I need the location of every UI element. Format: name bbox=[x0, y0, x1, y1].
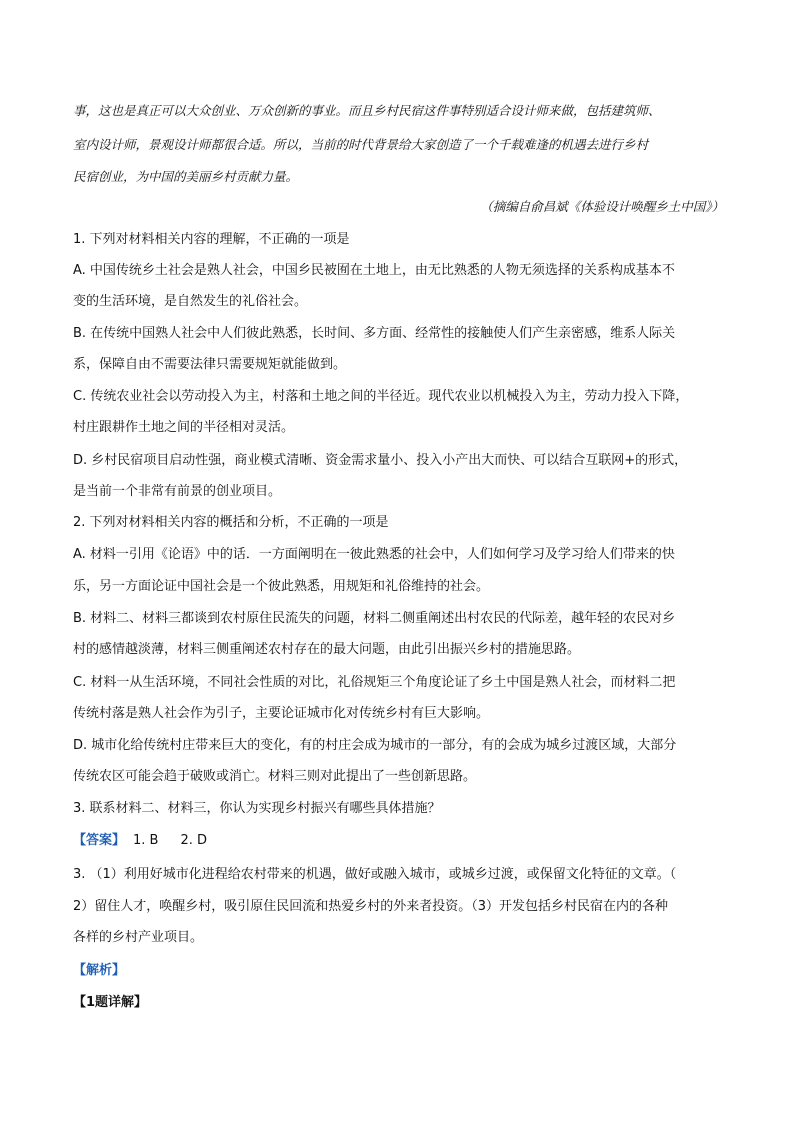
analysis-label: 【解析】 bbox=[73, 963, 126, 978]
detail-label: 【1题详解】 bbox=[73, 995, 148, 1010]
answer-2: 2. D bbox=[180, 833, 208, 848]
question-2-option-d-line-2: 传统农区可能会趋于破败或消亡。材料三则对此提出了一些创新思路。 bbox=[73, 769, 477, 784]
question-1-option-d-line-1: D. 乡村民宿项目启动性强，商业模式清晰、资金需求量小、投入小产出大而快、可以结合互联网+的形式， bbox=[73, 453, 688, 468]
question-1-option-d-line-2: 是当前一个非常有前景的创业项目。 bbox=[73, 484, 282, 499]
question-2-option-c-line-2: 传统村落是熟人社会作为引子，主要论证城市化对传统乡村有巨大影响。 bbox=[73, 706, 490, 721]
question-2-option-b-line-1: B. 材料二、材料三都谈到农村原住民流失的问题，材料二侧重阐述出村农民的代际差，越年轻的农民对乡 bbox=[73, 611, 676, 626]
passage-line-2: 室内设计师，景观设计师都很合适。所以，当前的时代背景给大家创造了一个千载难逢的机遇去进行乡村 bbox=[73, 137, 649, 152]
answer-3-line-1: 3. （1）利用好城市化进程给农村带来的机遇，做好或融入城市，或城乡过渡，或保留文化特征的文章。（ bbox=[73, 867, 677, 882]
question-1-option-a-line-1: A. 中国传统乡土社会是熟人社会，中国乡民被囿在土地上，由无比熟悉的人物无须选择的关系构成基本不 bbox=[73, 263, 675, 278]
question-3-stem: 3. 联系材料二、材料三，你认为实现乡村振兴有哪些具体措施？ bbox=[73, 801, 441, 816]
question-1-option-b-line-2: 系，保障自由不需要法律只需要规矩就能做到。 bbox=[73, 357, 347, 372]
question-2-option-c-line-1: C. 材料一从生活环境，不同社会性质的对比，礼俗规矩三个角度论证了乡土中国是熟人社会，而材料二把 bbox=[73, 675, 676, 690]
answer-label: 【答案】 bbox=[73, 833, 126, 848]
question-2-option-d-line-1: D. 城市化给传统村庄带来巨大的变化，有的村庄会成为城市的一部分，有的会成为城乡过渡区域，大部分 bbox=[73, 738, 677, 753]
question-2-stem: 2. 下列对材料相关内容的概括和分析，不正确的一项是 bbox=[73, 515, 389, 530]
question-1-option-c-line-1: C. 传统农业社会以劳动投入为主，村落和土地之间的半径近。现代农业以机械投入为主，劳动力投入下降， bbox=[73, 389, 689, 404]
question-2-option-a-line-1: A. 材料一引用《论语》中的话．一方面阐明在一彼此熟悉的社会中，人们如何学习及学习给人们带来的快 bbox=[73, 547, 675, 562]
answer-3-line-3: 各样的乡村产业项目。 bbox=[73, 930, 204, 945]
question-1-option-b-line-1: B. 在传统中国熟人社会中人们彼此熟悉，长时间、多方面、经常性的接触使人们产生亲密感，维系人际关 bbox=[73, 326, 676, 341]
answer-1: 1. B bbox=[133, 833, 159, 848]
question-1-stem: 1. 下列对材料相关内容的理解，不正确的一项是 bbox=[73, 232, 350, 247]
question-1-option-c-line-2: 村庄跟耕作土地之间的半径相对灵活。 bbox=[73, 420, 295, 435]
question-1-option-a-line-2: 变的生活环境，是自然发生的礼俗社会。 bbox=[73, 294, 308, 309]
answer-row bbox=[73, 832, 723, 850]
source-note: （摘编自俞昌斌《体验设计唤醒乡土中国》） bbox=[480, 199, 724, 214]
question-2-option-a-line-2: 乐，另一方面论证中国社会是一个彼此熟悉，用规矩和礼俗维持的社会。 bbox=[73, 579, 490, 594]
answer-3-line-2: 2）留住人才，唤醒乡村，吸引原住民回流和热爱乡村的外来者投资。（3）开发包括乡村民宿在内的各种 bbox=[73, 899, 669, 914]
passage-line-1: 事，这也是真正可以大众创业、万众创新的事业。而且乡村民宿这件事特别适合设计师来做，包括建筑师、 bbox=[73, 103, 661, 118]
question-2-option-b-line-2: 村的感情越淡薄，材料三侧重阐述农村存在的最大问题，由此引出振兴乡村的措施思路。 bbox=[73, 642, 581, 657]
passage-line-3: 民宿创业，为中国的美丽乡村贡献力量。 bbox=[73, 169, 299, 184]
